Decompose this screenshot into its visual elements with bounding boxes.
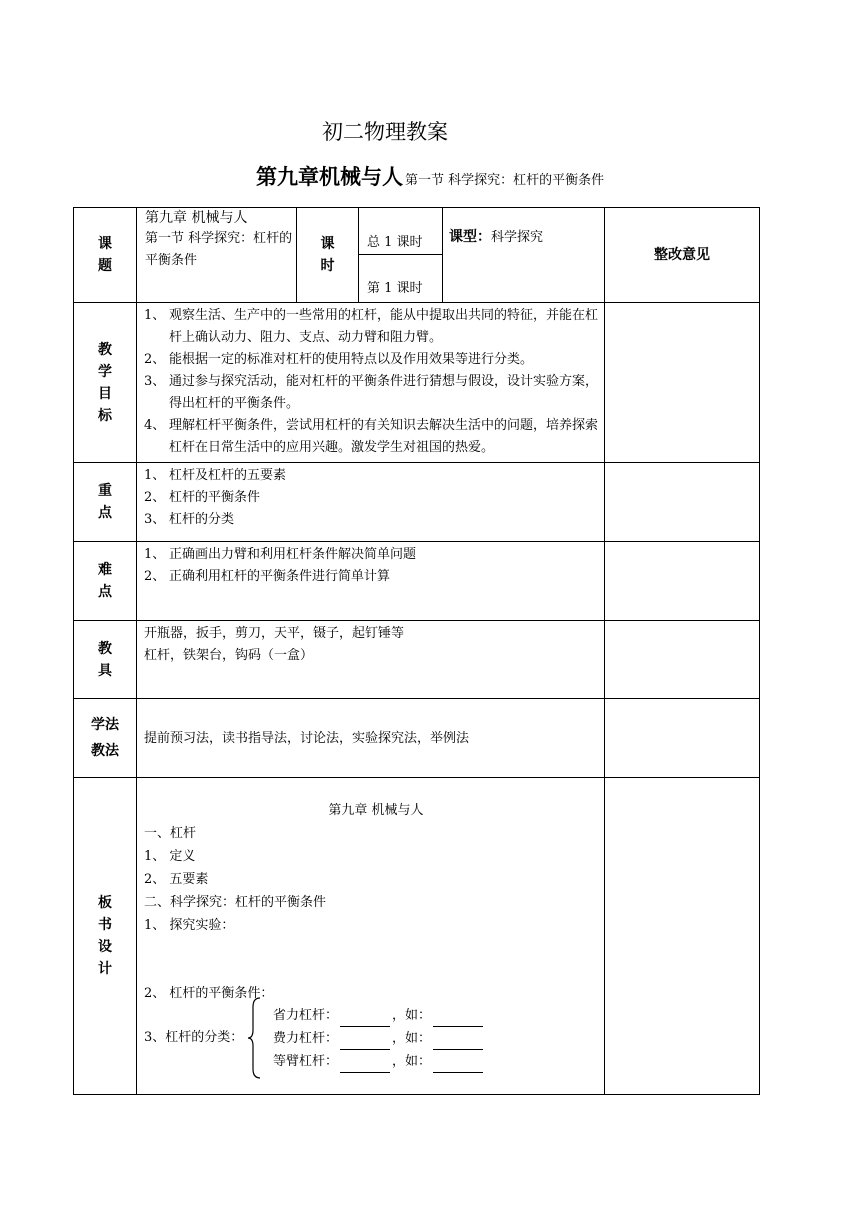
tools-label: 教具 <box>74 621 137 699</box>
board-heading: 第九章 机械与人 <box>328 803 424 818</box>
methods-cell <box>137 699 605 778</box>
blank-line <box>433 1058 483 1073</box>
revision-board <box>605 778 760 1095</box>
row-topic <box>74 208 760 303</box>
total-hours: 总 1 课时 <box>359 208 442 255</box>
list-item: 2、 杠杆的平衡条件 <box>144 490 261 505</box>
board-classify: 3、杠杆的分类： <box>144 1030 244 1045</box>
list-item: 1、 正确画出力臂和利用杠杆条件解决简单问题 <box>144 547 417 562</box>
brace-icon <box>247 997 261 1079</box>
revision-difficult <box>605 542 760 621</box>
revision-key <box>605 463 760 542</box>
tools-line-2: 杠杆，铁架台，钩码（一盒） <box>144 648 314 663</box>
type-cell <box>443 208 605 303</box>
this-hour: 第 1 课时 <box>367 281 423 296</box>
key-cell <box>137 463 605 542</box>
methods-label: 学法 教法 <box>74 699 137 778</box>
revision-goals <box>605 303 760 463</box>
board-label: 板书设计 <box>74 778 137 1095</box>
topic-label: 课题 <box>74 208 137 303</box>
board-line: 1、 探究实验： <box>144 918 235 933</box>
board-line: 2、 杠杆的平衡条件： <box>144 986 274 1001</box>
list-item: 1、 观察生活、生产中的一些常用的杠杆，能从中提取出共同的特征，并能在杠杆上确认动力、阻力、支点、动力臂和阻力臂。 <box>144 308 599 345</box>
lever-type: 等臂杠杆： ，如： <box>273 1051 485 1073</box>
key-label: 重点 <box>74 463 137 542</box>
document-title: 初二物理教案 <box>322 120 448 144</box>
row-tools <box>74 621 760 699</box>
topic-line-1: 第九章 机械与人 <box>145 210 248 226</box>
methods-text: 提前预习法，读书指导法，讨论法，实验探究法，举例法 <box>144 731 470 746</box>
board-line: 二、科学探究：杠杆的平衡条件 <box>144 895 327 910</box>
blank-line <box>340 1035 390 1050</box>
list-item: 4、 理解杠杆平衡条件，尝试用杠杆的有关知识去解决生活中的问题，培养探索杠杆在日常生活中的应用兴趣。激发学生对祖国的热爱。 <box>144 418 599 455</box>
row-goals <box>74 303 760 463</box>
lever-type: 费力杠杆： ，如： <box>273 1028 485 1050</box>
blank-line <box>433 1012 483 1027</box>
row-board <box>74 778 760 1095</box>
tools-line-1: 开瓶器，扳手，剪刀，天平，镊子，起钉锤等 <box>144 626 405 641</box>
list-item: 1、 杠杆及杠杆的五要素 <box>144 468 287 483</box>
subtitle <box>256 161 604 191</box>
goals-label: 教学目标 <box>74 303 137 463</box>
board-line: 1、 定义 <box>144 849 196 864</box>
board-design <box>137 778 604 1092</box>
board-line: 2、 五要素 <box>144 872 209 887</box>
type-value: 科学探究 <box>491 230 544 245</box>
row-key <box>74 463 760 542</box>
list-item: 2、 正确利用杠杆的平衡条件进行简单计算 <box>144 569 391 584</box>
revision-methods <box>605 699 760 778</box>
type-label: 课型： <box>449 229 491 245</box>
lesson-plan-table <box>73 207 760 1095</box>
hours-label: 课时 <box>297 208 359 303</box>
blank-line <box>340 1058 390 1073</box>
lever-type: 省力杠杆： ，如： <box>273 1005 485 1027</box>
revision-label: 整改意见 <box>605 208 760 303</box>
topic-line-2: 第一节 科学探究：杠杆的平衡条件 <box>145 231 293 268</box>
blank-line <box>433 1035 483 1050</box>
row-difficult <box>74 542 760 621</box>
row-methods <box>74 699 760 778</box>
revision-tools <box>605 621 760 699</box>
blank-line <box>340 1012 390 1027</box>
chapter-title: 第九章机械与人 <box>256 165 403 189</box>
board-cell <box>137 778 605 1095</box>
difficult-cell <box>137 542 605 621</box>
goals-cell <box>137 303 605 463</box>
difficult-label: 难点 <box>74 542 137 621</box>
topic-cell <box>137 208 297 303</box>
list-item: 2、 能根据一定的标准对杠杆的使用特点以及作用效果等进行分类。 <box>144 352 534 367</box>
hours-cell <box>359 208 443 303</box>
list-item: 3、 杠杆的分类 <box>144 512 235 527</box>
list-item: 3、 通过参与探究活动，能对杠杆的平衡条件进行猜想与假设，设计实验方案，得出杠杆的平衡条件。 <box>144 374 599 411</box>
board-line: 一、杠杆 <box>144 826 197 841</box>
tools-cell <box>137 621 605 699</box>
section-title: 第一节 科学探究：杠杆的平衡条件 <box>405 173 605 188</box>
